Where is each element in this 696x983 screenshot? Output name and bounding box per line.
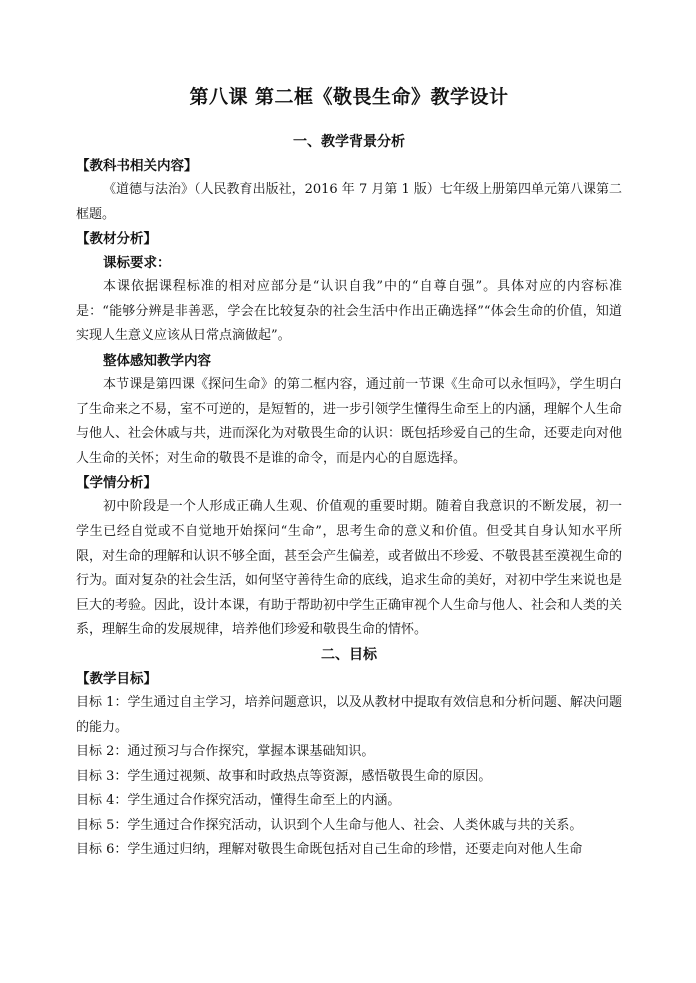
- overall-content-subheading: 整体感知教学内容: [103, 352, 211, 369]
- curriculum-requirements-subheading: 课标要求：: [103, 255, 171, 272]
- goal-item: 目标 3：学生通过视频、故事和时政热点等资源，感悟敬畏生命的原因。: [76, 768, 492, 784]
- document-title: 第八课 第二框《敬畏生命》教学设计: [189, 86, 509, 108]
- overall-content-text: 本节课是第四课《探问生命》的第二框内容，通过前一节课《生命可以永恒吗》，学生明白了生命来之不易，室不可逆的，是短暂的，进一步引领学生懂得生命至上的内涵，理解个人生命与他人、社会休戚与共，进而深化为对敬畏生命的认识：既包括珍爱自己的生命，还要走向对他人生命的关怀；对生命的敬畏不是谁的命令，而是内心的自愿选择。: [76, 376, 623, 466]
- student-analysis-heading: 【学情分析】: [76, 475, 157, 492]
- curriculum-requirements-text: 本课依据课程标准的相对应部分是“认识自我”中的“自尊自强”。具体对应的内容标准是：“能够分辨是非善恶，学会在比较复杂的社会生活中作出正确选择”“体会生命的价值，知道实现人生意义应该从日常点滴做起”。: [76, 279, 622, 344]
- teaching-goals-heading: 【教学目标】: [76, 670, 157, 687]
- textbook-content-heading: 【教科书相关内容】: [76, 158, 198, 174]
- textbook-content-text: 《道德与法治》（人民教育出版社，2016 年 7 月第 1 版）七年级上册第四单元第八课第二框题。: [76, 182, 622, 222]
- goal-item: 目标 2：通过预习与合作探究，掌握本课基础知识。: [76, 744, 375, 760]
- goal-item: 目标 1：学生通过自主学习，培养问题意识，以及从教材中提取有效信息和分析问题、解决问题的能力。: [76, 694, 622, 735]
- section-heading-background: 一、教学背景分析: [293, 134, 405, 150]
- material-analysis-heading: 【教材分析】: [76, 231, 157, 248]
- goal-item: 目标 5：学生通过合作探究活动，认识到个人生命与他人、社会、人类休戚与共的关系。: [76, 817, 583, 833]
- section-heading-goals: 二、目标: [321, 646, 377, 663]
- goal-item: 目标 6：学生通过归纳，理解对敬畏生命既包括对自己生命的珍惜，还要走向对他人生命: [76, 842, 583, 858]
- student-analysis-text: 初中阶段是一个人形成正确人生观、价值观的重要时期。随着自我意识的不断发展，初一学生已经自觉或不自觉地开始探问“生命”，思考生命的意义和价值。但受其自身认知水平所限，对生命的理解和认识不够全面，甚至会产生偏差，或者做出不珍爱、不敬畏甚至漠视生命的行为。面对复杂的社会生活，如何坚守善待生命的底线，追求生命的美好，对初中学生来说也是巨大的考验。因此，设计本课，有助于帮助初中学生正确审视个人生命与他人、社会和人类的关系，理解生命的发展规律，培养他们珍爱和敬畏生命的情怀。: [76, 499, 623, 638]
- goal-item: 目标 4：学生通过合作探究活动，懂得生命至上的内涵。: [76, 793, 401, 809]
- document-page: [76, 84, 622, 863]
